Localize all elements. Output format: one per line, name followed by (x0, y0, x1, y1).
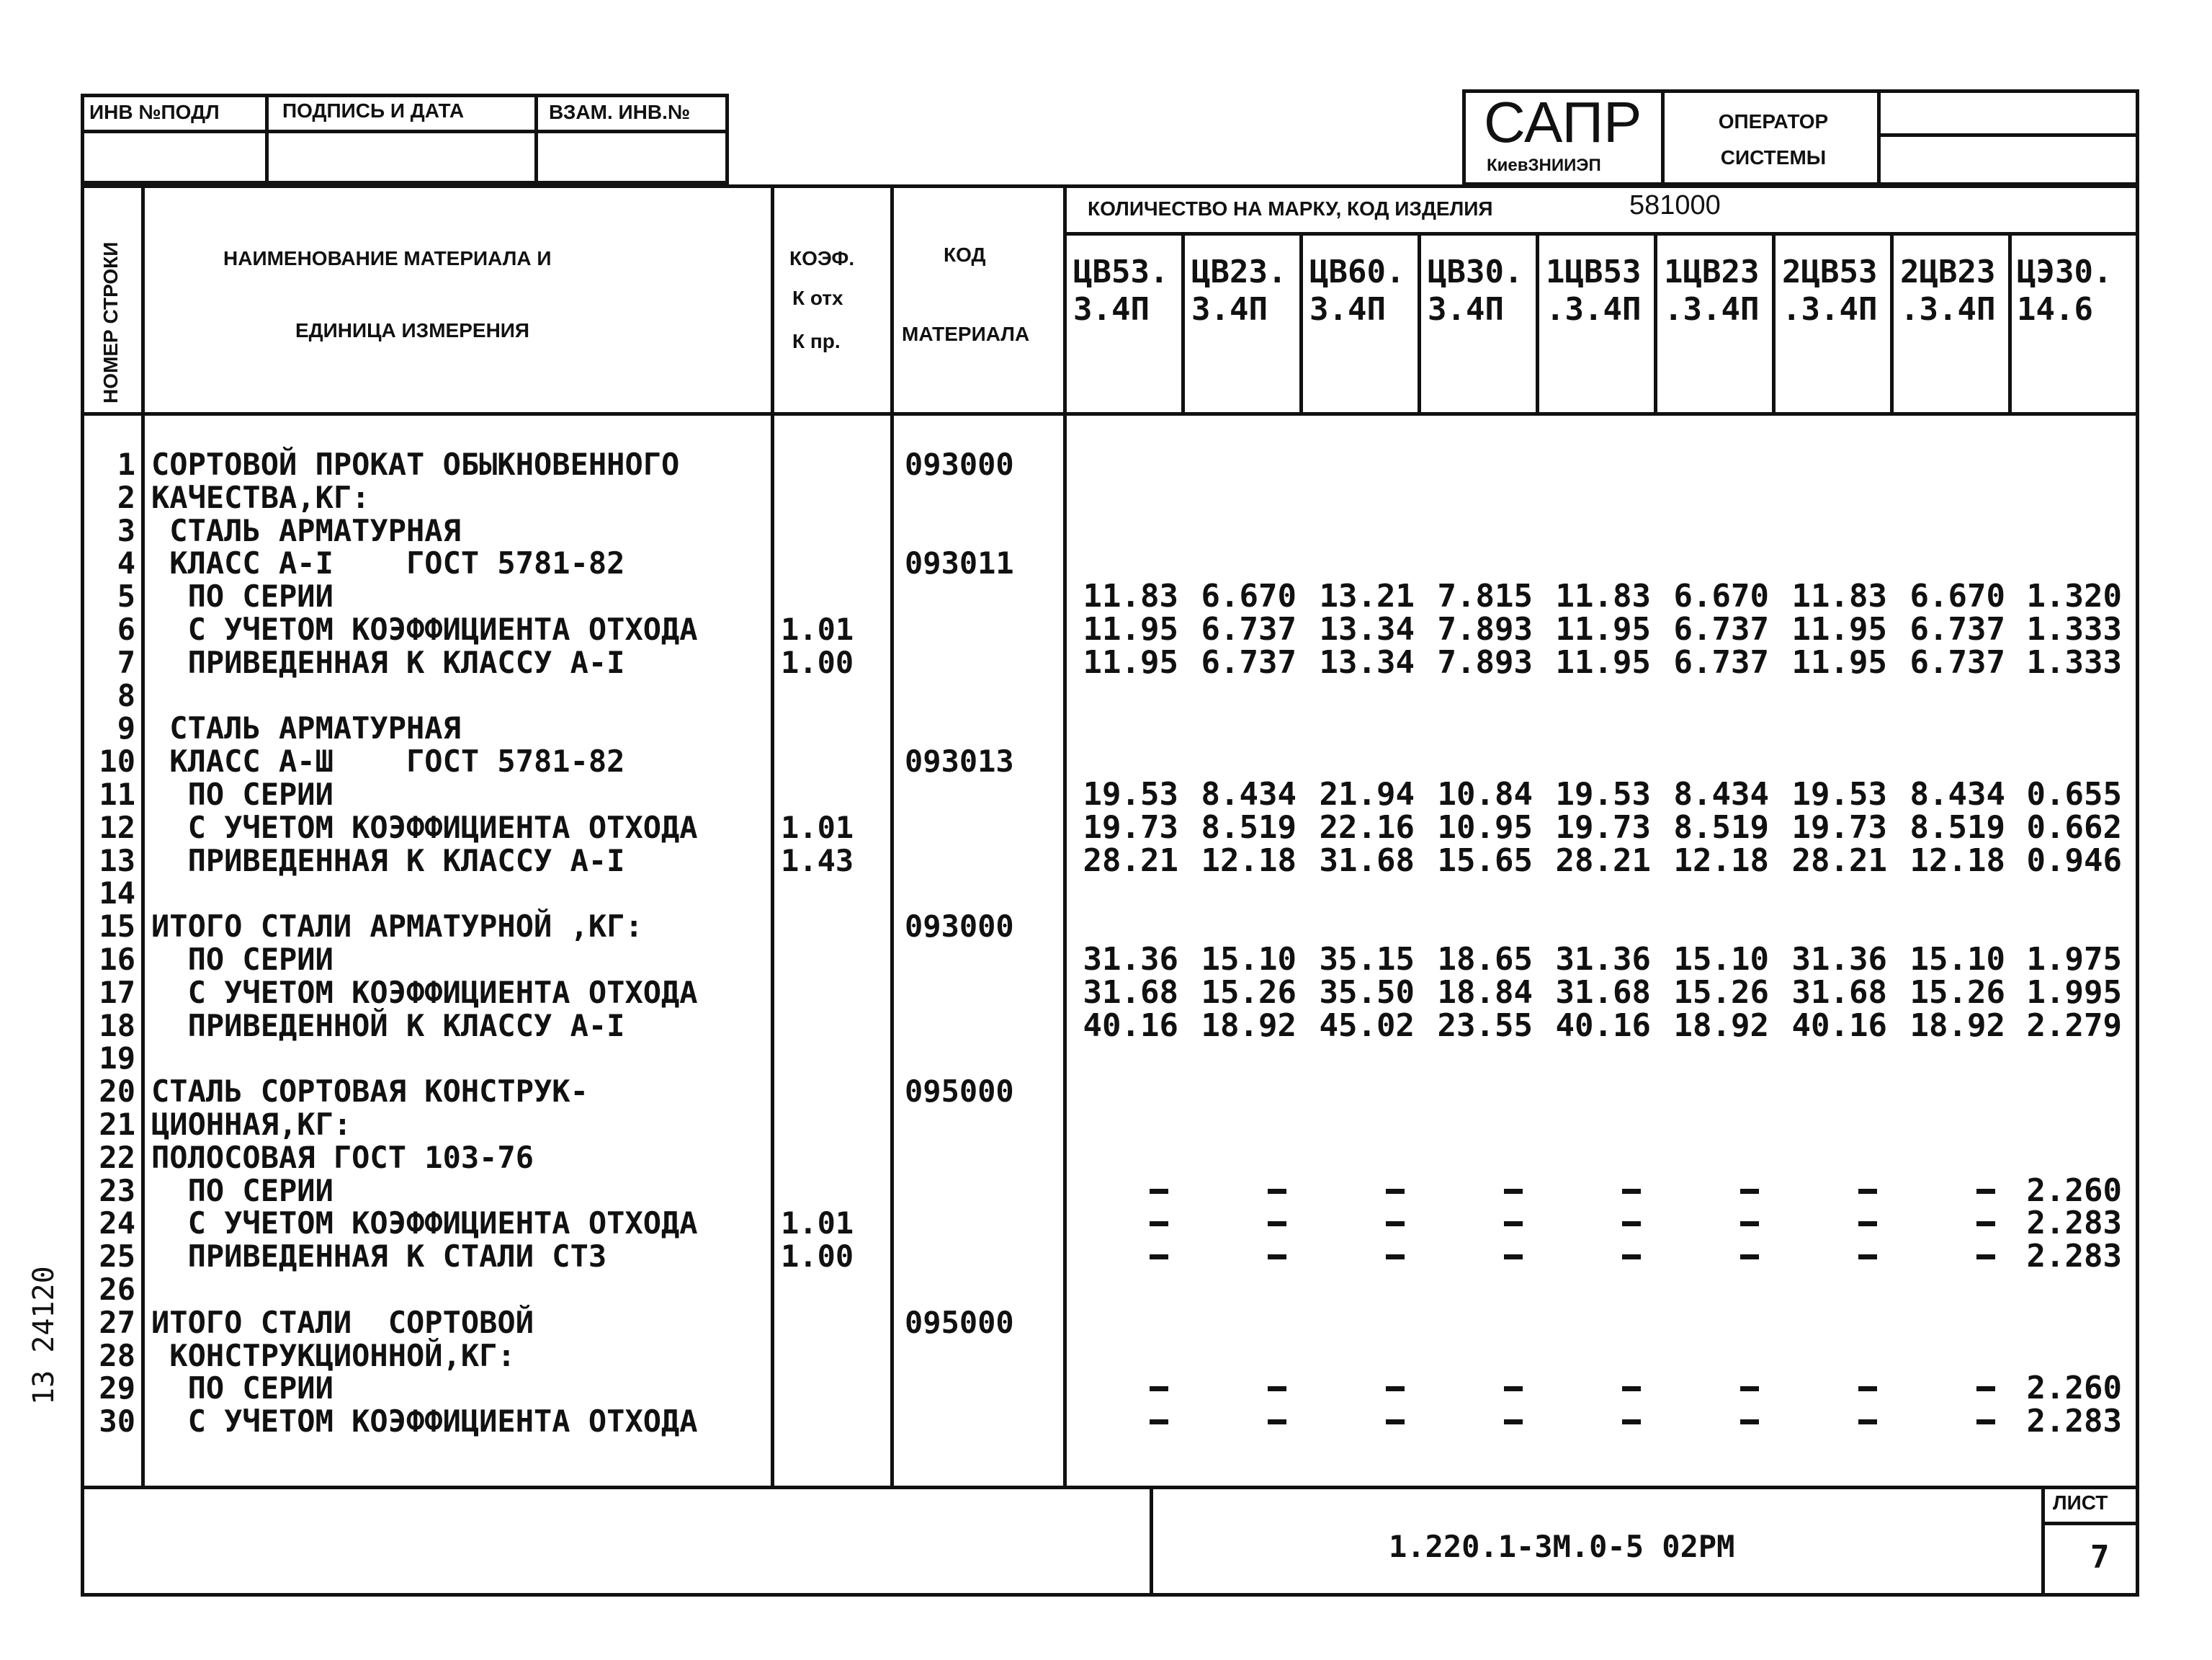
row-value-dash (1504, 1189, 1523, 1194)
row-value: 1.320 (2026, 578, 2122, 615)
row-value-dash (1504, 1254, 1523, 1259)
row-value: 45.02 (1319, 1007, 1415, 1044)
row-number: 18 (99, 1007, 135, 1043)
material-name-header-2: ЕДИНИЦА ИЗМЕРЕНИЯ (295, 319, 530, 342)
row-value-dash (1976, 1386, 1995, 1391)
row-value: 7.815 (1437, 578, 1533, 615)
row-value-dash (1504, 1419, 1523, 1424)
row-coef: 1.00 (781, 1239, 854, 1275)
row-value-dash (1622, 1386, 1641, 1391)
row-value-dash (1740, 1419, 1759, 1424)
row-value: 31.36 (1791, 941, 1887, 978)
row-material-name: ПО СЕРИИ (151, 579, 333, 615)
row-value-dash (1976, 1189, 1995, 1194)
row-value: 19.53 (1083, 776, 1178, 813)
row-number: 22 (99, 1139, 135, 1175)
row-material-name: ПО СЕРИИ (151, 1370, 333, 1406)
row-material-name: ПО СЕРИИ (151, 942, 333, 977)
col-head-4b: 3.4П (1428, 291, 1504, 328)
row-number: 17 (99, 974, 135, 1010)
row-value-dash (1976, 1254, 1995, 1259)
row-value-dash (1858, 1419, 1877, 1424)
row-value: 6.670 (1909, 578, 2005, 615)
row-material-name: КЛАСС А-I ГОСТ 5781-82 (151, 545, 625, 581)
col-head-9: ЦЭ30. (2017, 254, 2113, 290)
row-value: 7.893 (1437, 643, 1533, 681)
row-value-dash (1740, 1221, 1759, 1226)
row-value: 40.16 (1555, 1007, 1651, 1044)
row-value-dash (1386, 1254, 1405, 1259)
row-value-dash (1622, 1221, 1641, 1226)
row-number: 25 (99, 1239, 135, 1275)
row-coef: 1.01 (781, 1205, 854, 1241)
row-material-name: ЦИОННАЯ,КГ: (151, 1107, 352, 1142)
row-material-name: ПОЛОСОВАЯ ГОСТ 103-76 (151, 1139, 534, 1175)
row-value-dash (1976, 1221, 1995, 1226)
row-value: 12.18 (1673, 842, 1769, 879)
sheet-label: ЛИСТ (2053, 1491, 2108, 1514)
row-value: 8.434 (1673, 776, 1769, 813)
row-value: 11.95 (1791, 611, 1887, 648)
row-number: 30 (99, 1404, 135, 1440)
main-table (81, 184, 2139, 1597)
col-head-1: ЦВ53. (1073, 254, 1169, 290)
row-value: 11.95 (1555, 643, 1651, 681)
row-number: 14 (99, 875, 135, 911)
row-value-dash (1150, 1386, 1168, 1391)
row-value: 11.95 (1083, 611, 1178, 648)
row-value: 11.95 (1791, 643, 1887, 681)
row-number: 19 (99, 1040, 135, 1076)
row-value-dash (1622, 1189, 1641, 1194)
row-value: 2.283 (2026, 1403, 2122, 1440)
row-value-dash (1386, 1189, 1405, 1194)
row-value: 2.283 (2026, 1238, 2122, 1275)
row-value: 11.95 (1083, 643, 1178, 681)
row-value: 6.737 (1201, 643, 1297, 681)
row-material-name: ПРИВЕДЕННАЯ К КЛАССУ А-I (151, 644, 625, 680)
row-material-name: СТАЛЬ АРМАТУРНАЯ (151, 512, 461, 548)
col-head-5b: .3.4П (1546, 291, 1642, 328)
row-material-code: 095000 (905, 1304, 1014, 1340)
row-number: 15 (99, 909, 135, 945)
row-coef: 1.01 (781, 809, 854, 845)
col-head-2: ЦВ23. (1191, 254, 1287, 290)
row-value: 18.84 (1437, 973, 1533, 1011)
row-number: 28 (99, 1337, 135, 1373)
org-name: КиевЗНИИЭП (1487, 156, 1601, 175)
row-value: 2.279 (2026, 1007, 2122, 1044)
row-material-name: СТАЛЬ СОРТОВАЯ КОНСТРУК- (151, 1074, 588, 1110)
row-material-code: 093013 (905, 744, 1014, 780)
row-value-dash (1504, 1386, 1523, 1391)
row-value: 18.92 (1673, 1007, 1769, 1044)
row-value-dash (1268, 1221, 1286, 1226)
row-value: 2.260 (2026, 1370, 2122, 1407)
row-value: 23.55 (1437, 1007, 1533, 1044)
row-number: 26 (99, 1272, 135, 1307)
row-value: 15.26 (1909, 973, 2005, 1011)
col-head-6: 1ЦВ23 (1664, 254, 1760, 290)
row-material-name: С УЧЕТОМ КОЭФФИЦИЕНТА ОТХОДА (151, 612, 698, 647)
row-material-name: КАЧЕСТВА,КГ: (151, 479, 370, 515)
col-head-6b: .3.4П (1664, 291, 1760, 328)
row-material-name: ПО СЕРИИ (151, 777, 333, 812)
row-value: 28.21 (1791, 842, 1887, 879)
row-value: 15.10 (1201, 941, 1297, 978)
row-value: 8.519 (1673, 808, 1769, 846)
row-value-dash (1386, 1386, 1405, 1391)
row-value: 21.94 (1319, 776, 1415, 813)
row-material-name: ПРИВЕДЕННАЯ К СТАЛИ СТ3 (151, 1239, 607, 1275)
row-value: 15.65 (1437, 842, 1533, 879)
row-number: 16 (99, 942, 135, 977)
row-value: 6.670 (1673, 578, 1769, 615)
row-value: 13.21 (1319, 578, 1415, 615)
col-head-7: 2ЦВ53 (1782, 254, 1878, 290)
stamp-vzam-inv: ВЗАМ. ИНВ.№ (549, 101, 691, 123)
row-value-dash (1386, 1419, 1405, 1424)
coef-header-3: К пр. (792, 330, 841, 352)
row-value: 28.21 (1083, 842, 1178, 879)
row-value: 12.18 (1201, 842, 1297, 879)
row-number: 4 (117, 545, 135, 581)
row-number: 11 (99, 777, 135, 812)
qty-header: КОЛИЧЕСТВО НА МАРКУ, КОД ИЗДЕЛИЯ (1088, 197, 1493, 220)
row-value-dash (1858, 1254, 1877, 1259)
row-number: 2 (117, 479, 135, 515)
row-material-name: ПРИВЕДЕННАЯ К КЛАССУ А-I (151, 842, 625, 878)
sheet-number: 7 (2090, 1539, 2110, 1576)
row-value: 6.670 (1201, 578, 1297, 615)
row-value-dash (1268, 1254, 1286, 1259)
row-value-dash (1976, 1419, 1995, 1424)
row-value-dash (1150, 1254, 1168, 1259)
row-material-name: С УЧЕТОМ КОЭФФИЦИЕНТА ОТХОДА (151, 809, 698, 845)
row-number: 23 (99, 1172, 135, 1208)
row-value-dash (1858, 1386, 1877, 1391)
row-value: 13.34 (1319, 643, 1415, 681)
row-material-code: 093011 (905, 545, 1014, 581)
row-value: 6.737 (1673, 611, 1769, 648)
row-value-dash (1268, 1189, 1286, 1194)
row-value: 0.946 (2026, 842, 2122, 879)
row-value: 1.333 (2026, 643, 2122, 681)
row-value-dash (1858, 1221, 1877, 1226)
col-head-9b: 14.6 (2017, 291, 2093, 328)
row-value: 8.519 (1201, 808, 1297, 846)
row-material-name: СТАЛЬ АРМАТУРНАЯ (151, 710, 461, 746)
row-material-name: С УЧЕТОМ КОЭФФИЦИЕНТА ОТХОДА (151, 974, 698, 1010)
row-value: 6.737 (1673, 643, 1769, 681)
coef-header-1: КОЭФ. (789, 247, 855, 269)
row-value-dash (1740, 1386, 1759, 1391)
row-value: 28.21 (1555, 842, 1651, 879)
row-material-name: ИТОГО СТАЛИ АРМАТУРНОЙ ,КГ: (151, 909, 643, 945)
row-value-dash (1622, 1419, 1641, 1424)
col-head-1b: 3.4П (1073, 291, 1150, 328)
row-value: 0.662 (2026, 808, 2122, 846)
row-value: 31.68 (1083, 973, 1178, 1011)
margin-note: 13 24120 (27, 1266, 61, 1405)
row-value: 11.83 (1555, 578, 1651, 615)
material-name-header-1: НАИМЕНОВАНИЕ МАТЕРИАЛА И (223, 247, 552, 269)
row-value-dash (1622, 1254, 1641, 1259)
row-number: 5 (117, 579, 135, 615)
row-value: 1.333 (2026, 611, 2122, 648)
col-head-5: 1ЦВ53 (1546, 254, 1642, 290)
row-number: 9 (117, 710, 135, 746)
row-value: 31.68 (1791, 973, 1887, 1011)
row-material-name: КЛАСС А-Ш ГОСТ 5781-82 (151, 744, 625, 780)
row-value: 31.36 (1555, 941, 1651, 978)
row-material-code: 095000 (905, 1074, 1014, 1110)
stamp-inv-podl: ИНВ №ПОДЛ (89, 101, 220, 123)
row-value: 31.36 (1083, 941, 1178, 978)
row-value: 35.15 (1319, 941, 1415, 978)
col-head-8b: .3.4П (1900, 291, 1996, 328)
row-number: 1 (117, 447, 135, 482)
stamp-podpis-data: ПОДПИСЬ И ДАТА (282, 99, 465, 122)
row-number: 10 (99, 744, 135, 780)
row-number: 3 (117, 512, 135, 548)
document-code: 1.220.1-3М.0-5 02РМ (1389, 1529, 1735, 1564)
row-value: 8.434 (1909, 776, 2005, 813)
row-value: 6.737 (1909, 611, 2005, 648)
row-value-dash (1858, 1189, 1877, 1194)
col-head-3: ЦВ60. (1309, 254, 1405, 290)
row-value-dash (1268, 1386, 1286, 1391)
product-code: 581000 (1629, 190, 1721, 220)
row-value: 11.83 (1791, 578, 1887, 615)
row-value-dash (1150, 1221, 1168, 1226)
row-value-dash (1740, 1254, 1759, 1259)
row-number: 20 (99, 1074, 135, 1110)
row-material-code: 093000 (905, 909, 1014, 945)
row-value: 15.10 (1673, 941, 1769, 978)
col-head-4: ЦВ30. (1428, 254, 1523, 290)
row-value: 11.95 (1555, 611, 1651, 648)
row-coef: 1.00 (781, 644, 854, 680)
row-value: 18.92 (1909, 1007, 2005, 1044)
row-value: 7.893 (1437, 611, 1533, 648)
row-value: 19.53 (1555, 776, 1651, 813)
row-value-dash (1504, 1221, 1523, 1226)
row-value: 40.16 (1791, 1007, 1887, 1044)
row-value: 1.995 (2026, 973, 2122, 1011)
row-value: 18.65 (1437, 941, 1533, 978)
row-value: 31.68 (1319, 842, 1415, 879)
row-value-dash (1386, 1221, 1405, 1226)
row-value-dash (1268, 1419, 1286, 1424)
row-value: 18.92 (1201, 1007, 1297, 1044)
row-value: 0.655 (2026, 776, 2122, 813)
row-value: 6.737 (1909, 643, 2005, 681)
row-number: 21 (99, 1107, 135, 1142)
row-value: 12.18 (1909, 842, 2005, 879)
row-number: 12 (99, 809, 135, 845)
row-value: 40.16 (1083, 1007, 1178, 1044)
code-header-1: КОД (944, 244, 986, 266)
row-number: 24 (99, 1205, 135, 1241)
row-value: 10.84 (1437, 776, 1533, 813)
row-value: 2.283 (2026, 1205, 2122, 1242)
row-material-name: СОРТОВОЙ ПРОКАТ ОБЫКНОВЕННОГО (151, 447, 680, 482)
col-head-7b: .3.4П (1782, 291, 1878, 328)
row-value: 15.26 (1201, 973, 1297, 1011)
col-head-8: 2ЦВ23 (1900, 254, 1996, 290)
row-value: 10.95 (1437, 808, 1533, 846)
row-value: 35.50 (1319, 973, 1415, 1011)
row-value: 19.73 (1083, 808, 1178, 846)
row-value-dash (1740, 1189, 1759, 1194)
row-value: 15.10 (1909, 941, 2005, 978)
row-value: 22.16 (1319, 808, 1415, 846)
row-material-name: ПО СЕРИИ (151, 1172, 333, 1208)
row-material-code: 093000 (905, 447, 1014, 482)
row-number: 29 (99, 1370, 135, 1406)
row-value: 19.73 (1791, 808, 1887, 846)
code-header-2: МАТЕРИАЛА (902, 323, 1030, 345)
row-material-name: С УЧЕТОМ КОЭФФИЦИЕНТА ОТХОДА (151, 1404, 698, 1440)
row-number: 8 (117, 677, 135, 713)
row-value: 11.83 (1083, 578, 1178, 615)
row-value: 8.519 (1909, 808, 2005, 846)
row-value: 13.34 (1319, 611, 1415, 648)
row-value: 19.53 (1791, 776, 1887, 813)
row-value: 2.260 (2026, 1172, 2122, 1209)
row-material-name: ИТОГО СТАЛИ СОРТОВОЙ (151, 1304, 534, 1340)
row-number: 7 (117, 644, 135, 680)
row-value: 31.68 (1555, 973, 1651, 1011)
row-value-dash (1150, 1419, 1168, 1424)
row-number: 6 (117, 612, 135, 647)
row-number: 13 (99, 842, 135, 878)
operator-label: ОПЕРАТОР СИСТЕМЫ (1718, 110, 1829, 169)
col-head-3b: 3.4П (1309, 291, 1386, 328)
row-number: 27 (99, 1304, 135, 1340)
row-material-name: ПРИВЕДЕННОЙ К КЛАССУ А-I (151, 1007, 625, 1043)
row-coef: 1.43 (781, 842, 854, 878)
row-value: 15.26 (1673, 973, 1769, 1011)
row-value-dash (1150, 1189, 1168, 1194)
coef-header-2: К отх (792, 287, 843, 309)
sapr-logo: САПР (1484, 90, 1642, 154)
col-head-2b: 3.4П (1191, 291, 1268, 328)
row-number-header: НОМЕР СТРОКИ (99, 241, 122, 403)
row-value: 8.434 (1201, 776, 1297, 813)
row-value: 19.73 (1555, 808, 1651, 846)
row-coef: 1.01 (781, 612, 854, 647)
row-material-name: КОНСТРУКЦИОННОЙ,КГ: (151, 1337, 516, 1373)
row-value: 6.737 (1201, 611, 1297, 648)
row-value: 1.975 (2026, 941, 2122, 978)
row-material-name: С УЧЕТОМ КОЭФФИЦИЕНТА ОТХОДА (151, 1205, 698, 1241)
